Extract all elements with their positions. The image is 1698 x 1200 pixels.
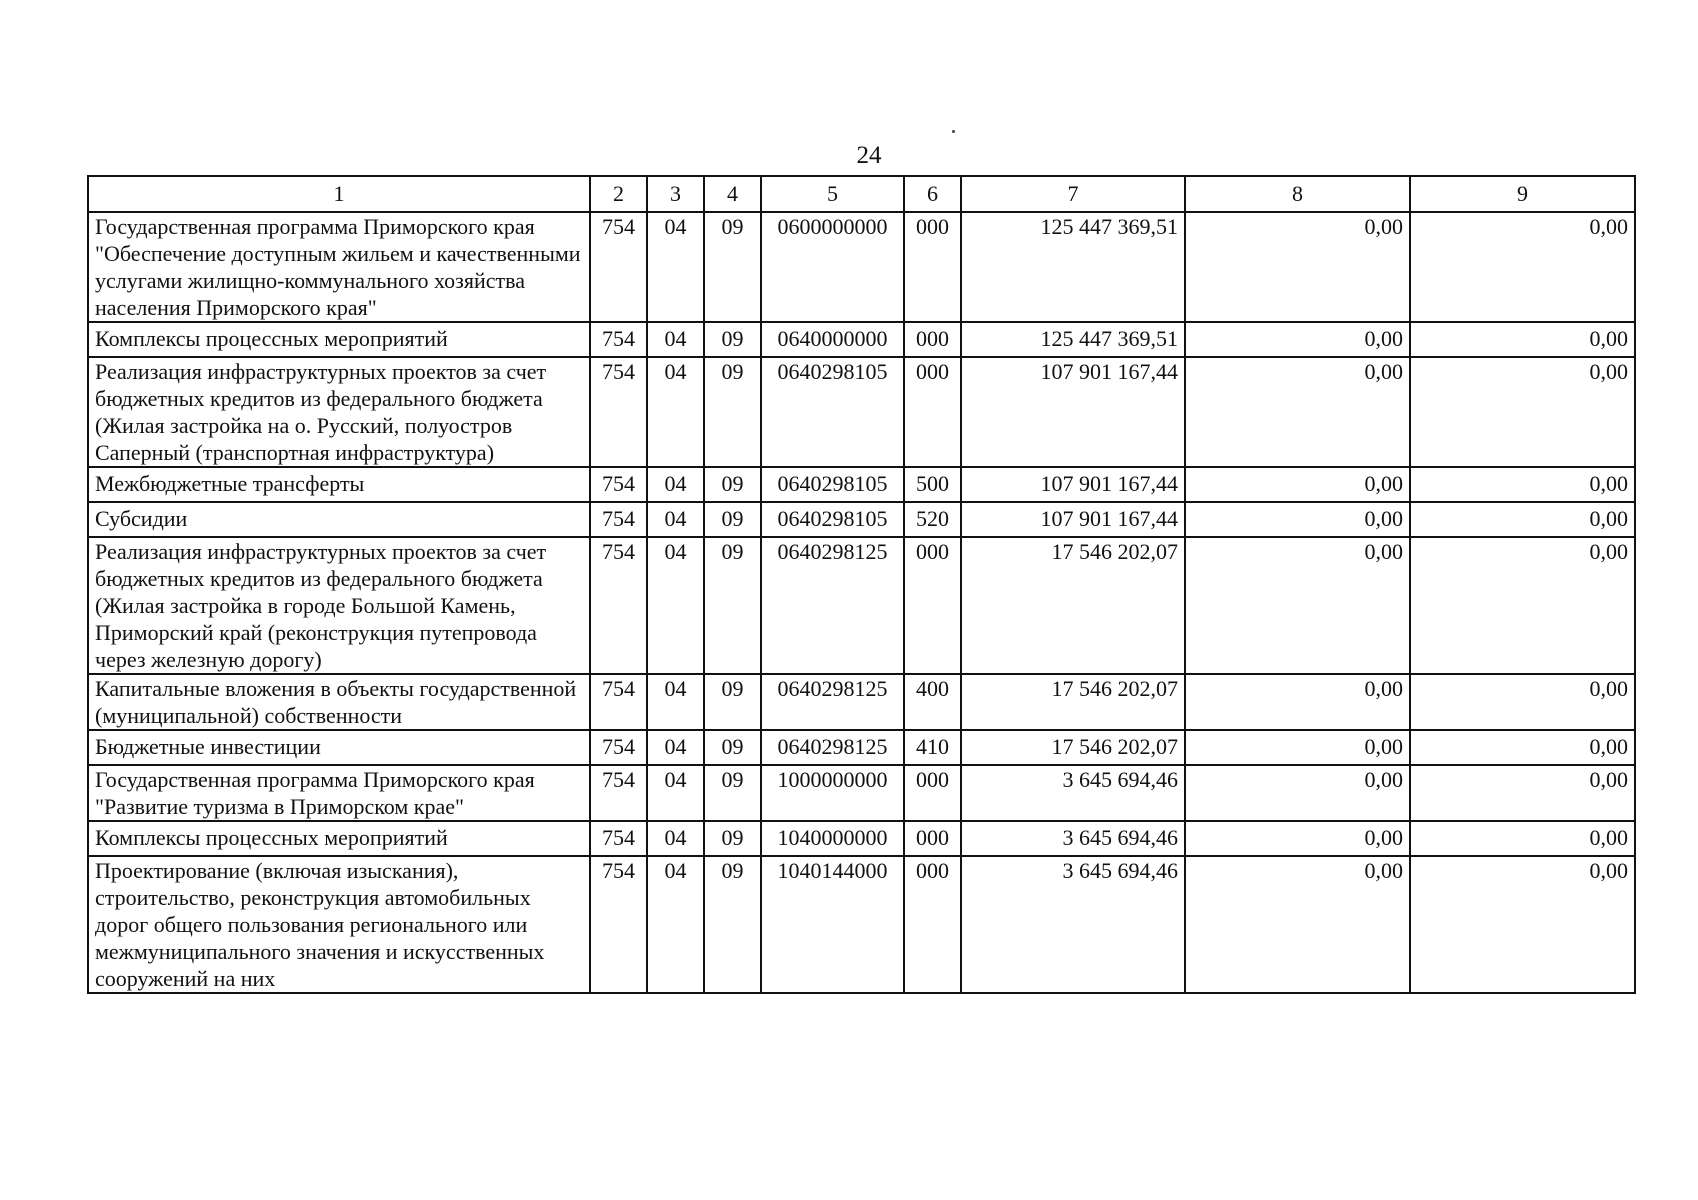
row-section: 04 — [647, 502, 704, 537]
header-col-4: 4 — [704, 176, 761, 212]
row-amount-col8: 0,00 — [1185, 502, 1410, 537]
row-section: 04 — [647, 322, 704, 357]
row-expense-type: 000 — [904, 357, 961, 467]
row-expense-type: 000 — [904, 856, 961, 993]
row-amount-col7: 3 645 694,46 — [961, 821, 1185, 856]
row-amount-col8: 0,00 — [1185, 730, 1410, 765]
row-section: 04 — [647, 730, 704, 765]
header-col-1: 1 — [88, 176, 590, 212]
budget-table — [87, 175, 1636, 994]
row-admin-code: 754 — [590, 212, 647, 322]
row-target-article: 0640298105 — [761, 357, 904, 467]
row-amount-col7: 3 645 694,46 — [961, 765, 1185, 821]
table-row — [88, 856, 1635, 993]
row-name: Государственная программа Приморского края "Развитие туризма в Приморском крае" — [88, 765, 590, 821]
row-name: Комплексы процессных мероприятий — [88, 821, 590, 856]
row-amount-col7: 107 901 167,44 — [961, 467, 1185, 502]
row-admin-code: 754 — [590, 765, 647, 821]
row-target-article: 1000000000 — [761, 765, 904, 821]
row-target-article: 0640298105 — [761, 467, 904, 502]
row-target-article: 0640298125 — [761, 730, 904, 765]
row-section: 04 — [647, 467, 704, 502]
table-row — [88, 357, 1635, 467]
row-amount-col9: 0,00 — [1410, 537, 1635, 674]
row-expense-type: 410 — [904, 730, 961, 765]
row-amount-col9: 0,00 — [1410, 212, 1635, 322]
row-amount-col7: 125 447 369,51 — [961, 212, 1185, 322]
row-section: 04 — [647, 357, 704, 467]
row-amount-col9: 0,00 — [1410, 674, 1635, 730]
row-amount-col7: 107 901 167,44 — [961, 502, 1185, 537]
row-amount-col7: 107 901 167,44 — [961, 357, 1185, 467]
row-amount-col9: 0,00 — [1410, 856, 1635, 993]
header-col-6: 6 — [904, 176, 961, 212]
row-subsection: 09 — [704, 212, 761, 322]
row-subsection: 09 — [704, 765, 761, 821]
row-expense-type: 000 — [904, 765, 961, 821]
row-amount-col8: 0,00 — [1185, 212, 1410, 322]
row-subsection: 09 — [704, 674, 761, 730]
row-name: Бюджетные инвестиции — [88, 730, 590, 765]
header-col-5: 5 — [761, 176, 904, 212]
row-expense-type: 520 — [904, 502, 961, 537]
row-target-article: 0640298125 — [761, 537, 904, 674]
row-target-article: 1040144000 — [761, 856, 904, 993]
row-expense-type: 000 — [904, 537, 961, 674]
row-expense-type: 000 — [904, 322, 961, 357]
row-amount-col7: 17 546 202,07 — [961, 674, 1185, 730]
row-admin-code: 754 — [590, 537, 647, 674]
row-admin-code: 754 — [590, 357, 647, 467]
row-amount-col8: 0,00 — [1185, 537, 1410, 674]
table-row — [88, 322, 1635, 357]
row-section: 04 — [647, 856, 704, 993]
row-expense-type: 000 — [904, 821, 961, 856]
table-row — [88, 467, 1635, 502]
page-number: 24 — [856, 142, 882, 169]
row-name: Проектирование (включая изыскания), строительство, реконструкция автомобильных дорог общего пользования регионального или межмуниципального значения и искусственных сооружений на них — [88, 856, 590, 993]
header-col-9: 9 — [1410, 176, 1635, 212]
table-row — [88, 537, 1635, 674]
header-col-8: 8 — [1185, 176, 1410, 212]
row-amount-col9: 0,00 — [1410, 322, 1635, 357]
row-amount-col7: 17 546 202,07 — [961, 730, 1185, 765]
row-amount-col8: 0,00 — [1185, 765, 1410, 821]
row-section: 04 — [647, 674, 704, 730]
scan-artifact-dot — [952, 130, 955, 133]
table-row — [88, 765, 1635, 821]
row-admin-code: 754 — [590, 502, 647, 537]
row-admin-code: 754 — [590, 674, 647, 730]
row-expense-type: 500 — [904, 467, 961, 502]
row-amount-col7: 3 645 694,46 — [961, 856, 1185, 993]
row-subsection: 09 — [704, 856, 761, 993]
row-amount-col8: 0,00 — [1185, 821, 1410, 856]
row-amount-col8: 0,00 — [1185, 674, 1410, 730]
row-name: Капитальные вложения в объекты государственной (муниципальной) собственности — [88, 674, 590, 730]
row-amount-col7: 17 546 202,07 — [961, 537, 1185, 674]
row-amount-col8: 0,00 — [1185, 322, 1410, 357]
row-subsection: 09 — [704, 537, 761, 674]
row-name: Государственная программа Приморского края "Обеспечение доступным жильем и качественными услугами жилищно-коммунального хозяйства населения Приморского края" — [88, 212, 590, 322]
row-amount-col9: 0,00 — [1410, 467, 1635, 502]
row-target-article: 0640298105 — [761, 502, 904, 537]
table-header-row — [88, 176, 1635, 212]
row-name: Реализация инфраструктурных проектов за счет бюджетных кредитов из федерального бюджета (Жилая застройка в городе Большой Камень, Приморский край (реконструкция путепровода через железную дорогу) — [88, 537, 590, 674]
row-section: 04 — [647, 212, 704, 322]
row-amount-col9: 0,00 — [1410, 821, 1635, 856]
row-subsection: 09 — [704, 730, 761, 765]
row-admin-code: 754 — [590, 322, 647, 357]
row-amount-col9: 0,00 — [1410, 765, 1635, 821]
row-subsection: 09 — [704, 821, 761, 856]
row-name: Реализация инфраструктурных проектов за счет бюджетных кредитов из федерального бюджета (Жилая застройка на о. Русский, полуостров Саперный (транспортная инфраструктура) — [88, 357, 590, 467]
row-amount-col8: 0,00 — [1185, 856, 1410, 993]
row-expense-type: 000 — [904, 212, 961, 322]
row-section: 04 — [647, 537, 704, 674]
header-col-7: 7 — [961, 176, 1185, 212]
row-amount-col8: 0,00 — [1185, 357, 1410, 467]
header-col-3: 3 — [647, 176, 704, 212]
row-admin-code: 754 — [590, 821, 647, 856]
row-name: Комплексы процессных мероприятий — [88, 322, 590, 357]
row-name: Межбюджетные трансферты — [88, 467, 590, 502]
row-target-article: 0600000000 — [761, 212, 904, 322]
row-section: 04 — [647, 821, 704, 856]
table-row — [88, 502, 1635, 537]
table-row — [88, 730, 1635, 765]
row-section: 04 — [647, 765, 704, 821]
row-expense-type: 400 — [904, 674, 961, 730]
row-admin-code: 754 — [590, 467, 647, 502]
row-admin-code: 754 — [590, 856, 647, 993]
row-subsection: 09 — [704, 467, 761, 502]
table-row — [88, 212, 1635, 322]
row-target-article: 1040000000 — [761, 821, 904, 856]
row-amount-col9: 0,00 — [1410, 357, 1635, 467]
row-amount-col9: 0,00 — [1410, 502, 1635, 537]
table-row — [88, 821, 1635, 856]
row-subsection: 09 — [704, 322, 761, 357]
row-amount-col9: 0,00 — [1410, 730, 1635, 765]
row-subsection: 09 — [704, 502, 761, 537]
row-target-article: 0640000000 — [761, 322, 904, 357]
row-target-article: 0640298125 — [761, 674, 904, 730]
table-row — [88, 674, 1635, 730]
header-col-2: 2 — [590, 176, 647, 212]
row-amount-col7: 125 447 369,51 — [961, 322, 1185, 357]
row-admin-code: 754 — [590, 730, 647, 765]
row-name: Субсидии — [88, 502, 590, 537]
row-subsection: 09 — [704, 357, 761, 467]
row-amount-col8: 0,00 — [1185, 467, 1410, 502]
